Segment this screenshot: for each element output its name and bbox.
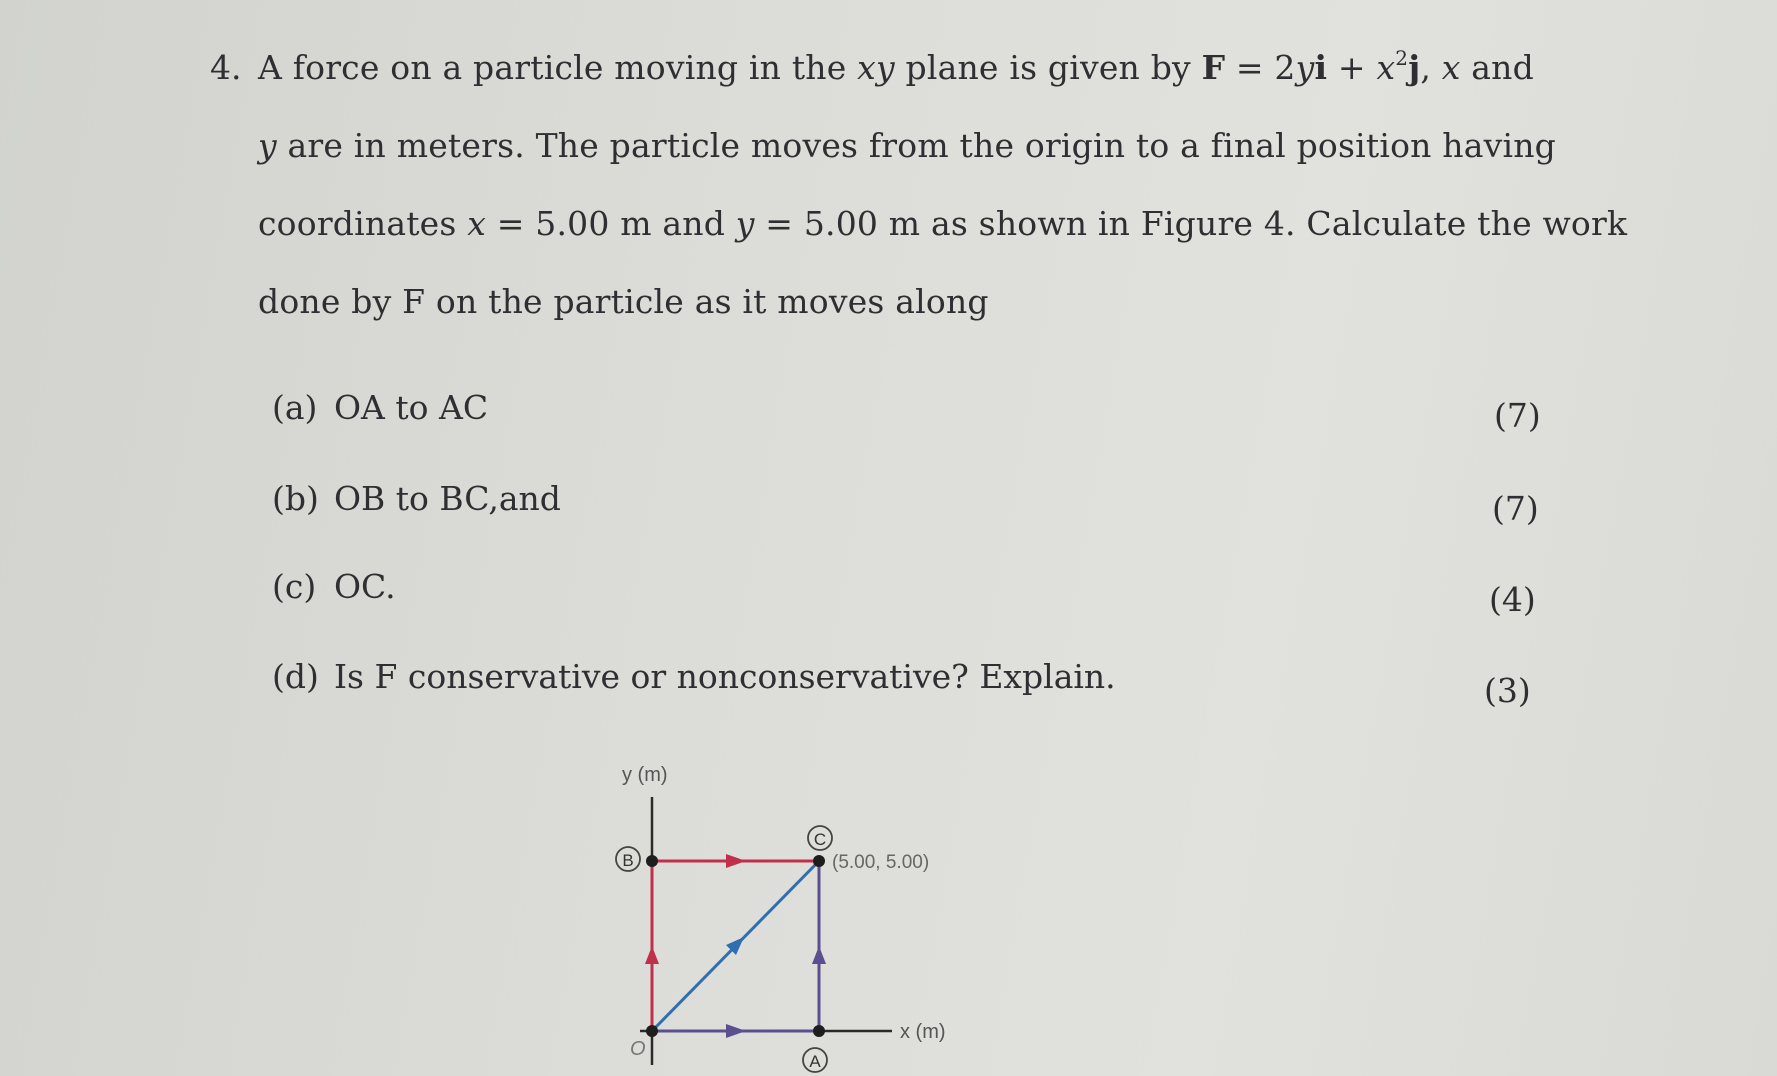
math-x: x bbox=[1441, 48, 1461, 87]
part-label: (d) bbox=[272, 657, 319, 696]
question-text: = 5.00 m as shown in Figure 4. Calculate the work bbox=[754, 204, 1628, 243]
part-c-marks: (4) bbox=[1489, 580, 1536, 619]
question-line-2 bbox=[258, 126, 1556, 165]
part-a bbox=[272, 388, 488, 427]
part-text: OA to AC bbox=[334, 388, 489, 427]
question-text: A force on a particle moving in the bbox=[258, 48, 858, 87]
math-force-vector: F bbox=[1201, 48, 1226, 87]
figure-4 bbox=[600, 755, 1000, 1076]
question-text: = 5.00 m and bbox=[486, 204, 736, 243]
question-number: 4. bbox=[210, 48, 242, 87]
math-xy: xy bbox=[857, 48, 895, 87]
math-exponent: 2 bbox=[1395, 46, 1409, 70]
label-b: B bbox=[622, 851, 634, 870]
math-y: y bbox=[1295, 48, 1315, 87]
question-text: and bbox=[1460, 48, 1534, 87]
label-a: A bbox=[809, 1052, 821, 1071]
part-label: (c) bbox=[272, 567, 317, 606]
question-line-1 bbox=[258, 48, 1534, 87]
part-c bbox=[272, 567, 396, 606]
math-unit-j: j bbox=[1408, 48, 1421, 87]
math-y: y bbox=[735, 204, 755, 243]
question-text: are in meters. The particle moves from the origin to a final position having bbox=[276, 126, 1557, 165]
origin-label: O bbox=[630, 1038, 646, 1060]
arrow-ac bbox=[812, 946, 826, 964]
arrow-ob bbox=[645, 946, 659, 964]
point-b bbox=[646, 855, 658, 867]
part-a-marks: (7) bbox=[1494, 396, 1541, 435]
part-text: OB to BC,and bbox=[334, 479, 561, 518]
label-c: C bbox=[813, 830, 827, 849]
question-line-4: done by F on the particle as it moves along bbox=[258, 282, 989, 321]
coordinate-label: (5.00, 5.00) bbox=[832, 852, 930, 873]
part-b bbox=[272, 479, 561, 518]
math-equals: = 2 bbox=[1225, 48, 1296, 87]
point-c bbox=[813, 855, 825, 867]
arrow-bc bbox=[726, 854, 746, 868]
math-plus: + bbox=[1327, 48, 1377, 87]
part-b-marks: (7) bbox=[1492, 489, 1539, 528]
math-y: y bbox=[258, 126, 277, 165]
part-d bbox=[272, 657, 1116, 696]
math-x: x bbox=[467, 204, 487, 243]
point-o bbox=[646, 1025, 658, 1037]
question-line-3 bbox=[258, 204, 1627, 243]
part-text: OC. bbox=[334, 567, 396, 606]
part-label: (a) bbox=[272, 388, 318, 427]
part-label: (b) bbox=[272, 479, 319, 518]
math-x: x bbox=[1376, 48, 1396, 87]
question-text: coordinates bbox=[258, 204, 468, 243]
y-axis-label: y (m) bbox=[622, 764, 668, 786]
part-d-marks: (3) bbox=[1484, 671, 1531, 710]
question-text: , bbox=[1420, 48, 1442, 87]
math-unit-i: i bbox=[1314, 48, 1328, 87]
arrow-oa bbox=[726, 1024, 746, 1038]
question-text: plane is given by bbox=[894, 48, 1202, 87]
x-axis-label: x (m) bbox=[900, 1021, 946, 1043]
point-a bbox=[813, 1025, 825, 1037]
part-text: Is F conservative or nonconservative? Explain. bbox=[334, 657, 1116, 696]
